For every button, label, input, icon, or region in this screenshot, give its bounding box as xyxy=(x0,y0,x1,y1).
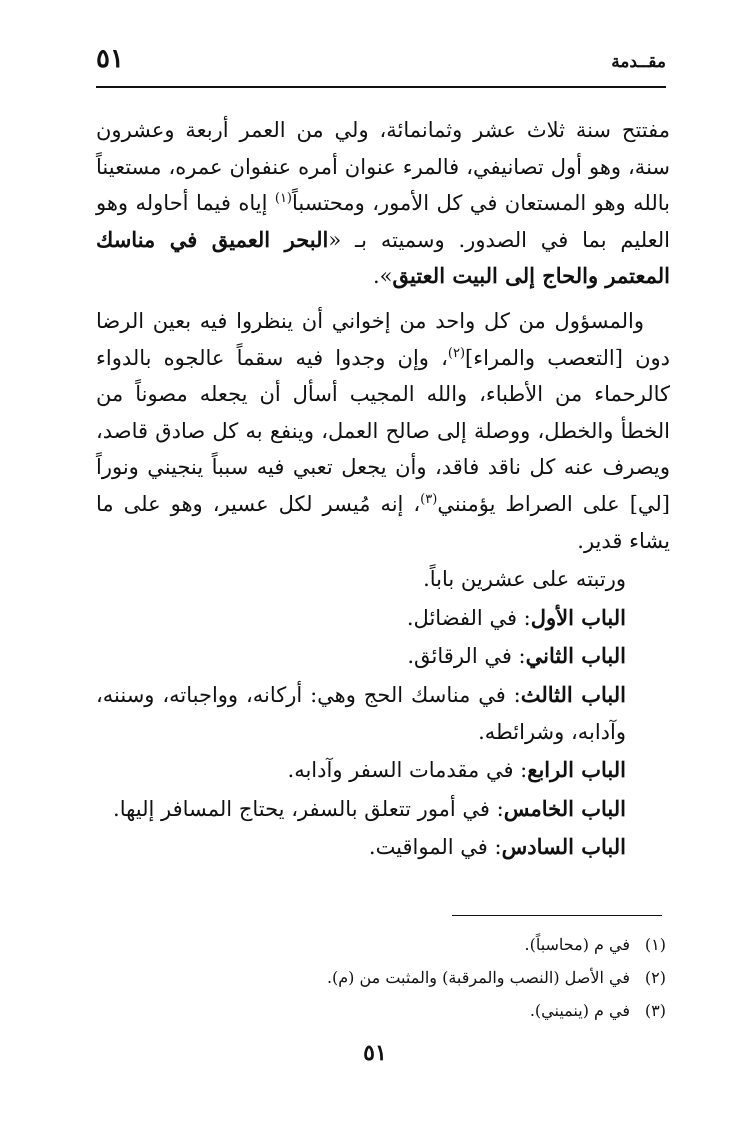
footnote-1: (١) في م (محاسباً). xyxy=(524,935,666,954)
arrangement-line: ورتبته على عشرين باباً. xyxy=(423,567,626,592)
section-title: مقــدمة xyxy=(611,52,666,72)
book-title: البحر العميق في مناسك المعتمر والحاج إلى البيت العتيق xyxy=(96,226,670,289)
footnote-3: (٣) في م (ينميني). xyxy=(529,1001,666,1020)
header-page-number: ٥١ xyxy=(96,44,124,74)
chapter-5: الباب الخامس: في أمور تتعلق بالسفر، يحتاج المسافر إليها. xyxy=(113,795,626,821)
chapter-1: الباب الأول: في الفضائل. xyxy=(406,604,626,630)
footnote-ref-2: (٢) xyxy=(447,345,466,361)
footnote-ref-1: (١) xyxy=(274,191,292,207)
footnote-ref-3: (٣) xyxy=(420,491,438,507)
chapter-2: الباب الثاني: في الرقائق. xyxy=(407,643,626,669)
chapter-4: الباب الرابع: في مقدمات السفر وآدابه. xyxy=(287,757,626,783)
running-header xyxy=(96,40,666,90)
footnote-separator xyxy=(452,915,662,916)
header-rule xyxy=(96,86,666,88)
footnotes xyxy=(96,928,670,1027)
main-text xyxy=(96,112,670,866)
paragraph-1: مفتتح سنة ثلاث عشر وثمانمائة، ولي من العمر أربعة وعشرون سنة، وهو أول تصانيفي، فالمرء عنوان أمره عنفوان عمره، مستعيناً بالله وهو المستعان في كل الأمور، ومحتسباً$^{(١)}$ إياه فيما أحاوله وهو العليم بما في الصدور. وسميته بـ «البحر العميق في مناسك المعتمر والحاج إلى البيت العتيق». xyxy=(96,118,671,289)
footer-page-number: ٥١ xyxy=(363,1040,387,1066)
paragraph-2: والمسؤول من كل واحد من إخواني أن ينظروا فيه بعين الرضا دون [التعصب والمراء]$^{(٢)}$، وإن وجدوا فيه سقماً عالجوه بالدواء كالرحماء من الأطباء، والله المجيب أسأل أن يجعله مصوناً من الخطأ والخطل، ووصلة إلى صالح العمل، وينفع به كل صادق قاصد، ويصرف عنه كل ناقد فاقد، وأن يجعل تعبي فيه سبباً ينجيني ونوراً [لي] على الصراط يؤمنني$^{(٣)}$، إنه مُيسر لكل عسير، وهو على ما يشاء قدير. xyxy=(96,308,670,553)
chapter-3: الباب الثالث: في مناسك الحج وهي: أركانه، وواجباته، وسننه، وآدابه، وشرائطه. xyxy=(96,681,626,744)
chapter-6: الباب السادس: في المواقيت. xyxy=(368,834,626,860)
footnote-2: (٢) في الأصل (النصب والمرقبة) والمثبت من (م). xyxy=(326,968,666,987)
